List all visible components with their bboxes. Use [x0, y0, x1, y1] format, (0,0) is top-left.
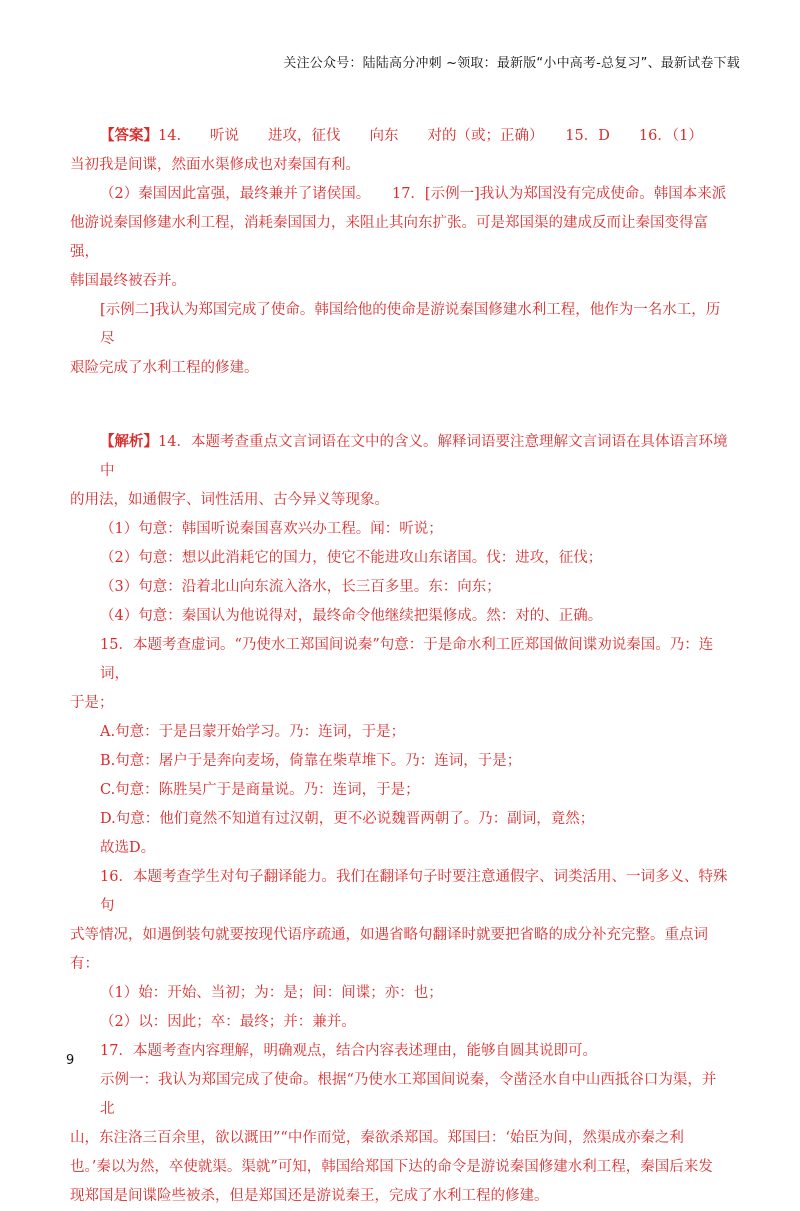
analysis-line-1 — [70, 427, 730, 486]
answer-line-2: 当初我是间谍，然面水渠修成也对秦国有利。 — [70, 157, 360, 173]
analysis-line: （2）句意：想以此消耗它的国力，使它不能进攻山东诸国。伐：进攻，征伐； — [100, 550, 603, 566]
answer-line-5: 韩国最终被吞并。 — [70, 273, 186, 289]
answer-line-4: 他游说秦国修建水利工程，消耗秦国国力，来阻止其向东扩张。可是郑国渠的建成反而让秦国变得富强， — [70, 215, 708, 260]
answer-tag: 【答案】 — [100, 127, 158, 144]
section-gap — [70, 383, 730, 427]
analysis-line: C.句意：陈胜吴广于是商量说。乃：连词，于是； — [100, 782, 420, 798]
analysis-line: （3）句意：沿着北山向东流入洛水，长三百多里。东：向东； — [100, 579, 501, 595]
analysis-line: （2）以：因此；卒：最终；并：兼并。 — [100, 1014, 356, 1030]
analysis-line: 也。’秦以为然，卒使就渠。渠就”可知，韩国给郑国下达的命令是游说秦国修建水利工程，秦国后来发 — [70, 1159, 713, 1175]
analysis-line: 现郑国是间谍险些被杀，但是郑国还是游说秦王，完成了水利工程的修建。 — [70, 1188, 549, 1204]
analysis-text-1: 14．本题考查重点文言词语在文中的含义。解释词语要注意理解文言词语在具体语言环境中 — [100, 434, 728, 479]
answer-line-7: 艰险完成了水利工程的修建。 — [70, 360, 259, 376]
analysis-line: A.句意：于是吕蒙开始学习。乃：连词，于是； — [100, 724, 406, 740]
analysis-line: 17．本题考查内容理解，明确观点，结合内容表述理由，能够自圆其说即可。 — [100, 1043, 597, 1059]
analysis-line: 式等情况，如遇倒装句就要按现代语序疏通，如遇省略句翻译时就要把省略的成分补充完整。重点词有： — [70, 927, 708, 972]
answer-line-6: [示例二]我认为郑国完成了使命。韩国给他的使命是游说秦国修建水利工程，他作为一名水工，历尽 — [100, 302, 721, 347]
analysis-line: B.句意：屠户于是奔向麦场，倚靠在柴草堆下。乃：连词，于是； — [100, 753, 522, 769]
page-header: 关注公众号：陆陆高分冲刺 ~领取：最新版“小中高考-总复习”、最新试卷下载 — [283, 56, 740, 71]
analysis-line: 山，东注洛三百余里，欲以溉田”“中作而觉，秦欲杀郑国。郑国曰：‘始臣为间，然渠成亦秦之利 — [70, 1130, 684, 1146]
answer-text-1: 14. 听说 进攻，征伐 向东 对的（或；正确） 15．D 16．（1） — [158, 128, 703, 144]
analysis-line: （4）句意：秦国认为他说得对，最终命令他继续把渠修成。然：对的、正确。 — [100, 608, 603, 624]
analysis-line: 的用法，如通假字、词性活用、古今异义等现象。 — [70, 492, 389, 508]
answer-line-3: （2）秦国因此富强，最终兼并了诸侯国。 17．[示例一]我认为郑国没有完成使命。韩国本来派 — [100, 186, 727, 202]
analysis-line: D.句意：他们竟然不知道有过汉朝，更不必说魏晋两朝了。乃：副词，竟然； — [100, 811, 595, 827]
answer-line-1 — [70, 121, 730, 151]
analysis-line: 于是； — [70, 695, 114, 711]
analysis-line: 15．本题考查虚词。“乃使水工郑国间说秦”句意：于是命水利工匠郑国做间谍劝说秦国。乃：连词， — [100, 637, 714, 682]
document-body — [70, 121, 730, 1211]
analysis-tag: 【解析】 — [100, 433, 158, 450]
analysis-line: 16．本题考查学生对句子翻译能力。我们在翻译句子时要注意通假字、词类活用、一词多义、特殊句 — [100, 869, 728, 914]
analysis-line: 故选D。 — [100, 840, 156, 856]
analysis-line: 示例一：我认为郑国完成了使命。根据“乃使水工郑国间说秦，令凿泾水自中山西抵谷口为渠，并北 — [100, 1072, 717, 1117]
analysis-line: （1）句意：韩国听说秦国喜欢兴办工程。闻：听说； — [100, 521, 443, 537]
analysis-line: （1）始：开始、当初；为：是；间：间谍；亦：也； — [100, 985, 443, 1001]
page-number: 9 — [66, 1053, 75, 1068]
